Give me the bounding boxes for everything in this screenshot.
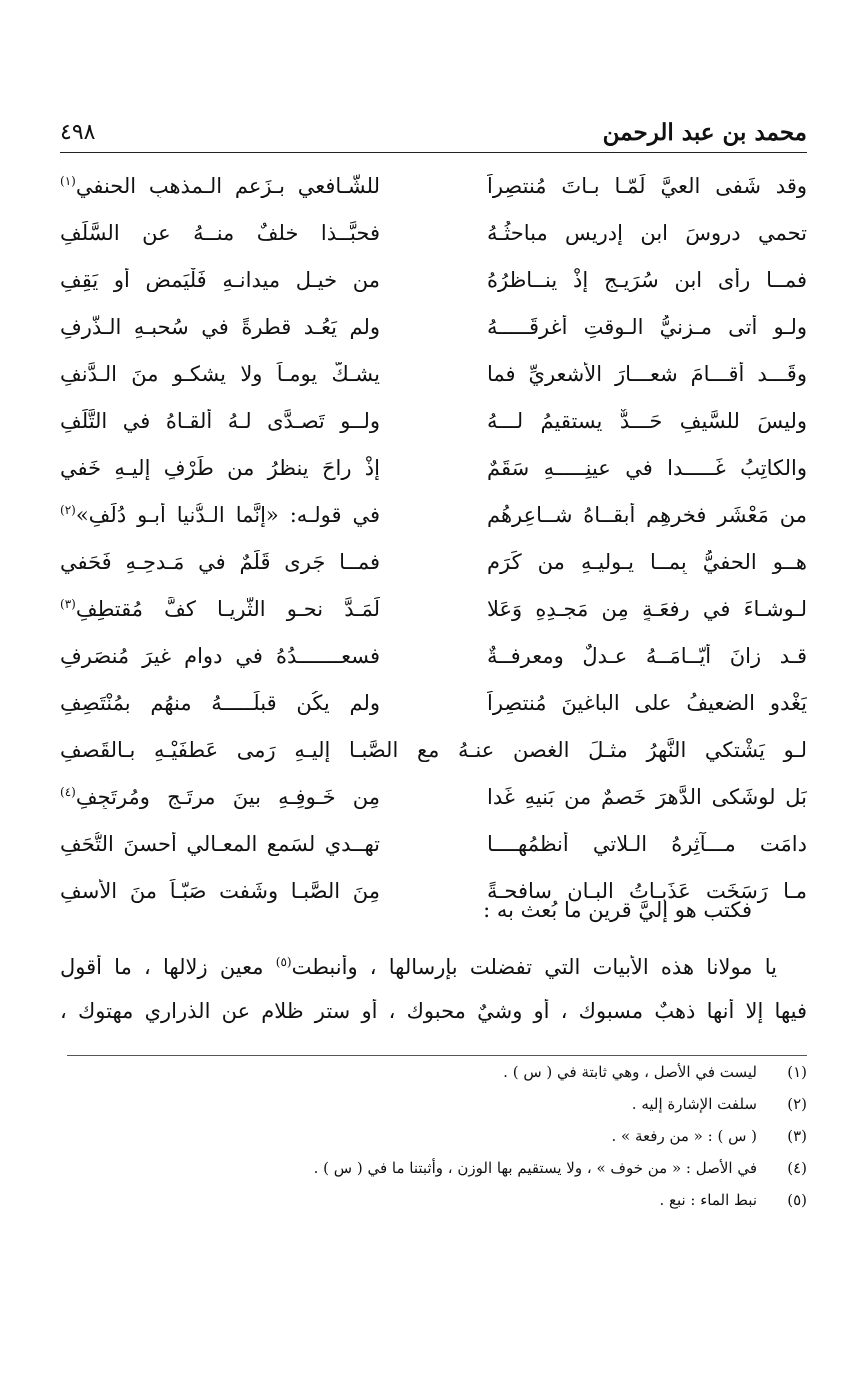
- second-hemistich: [60, 597, 380, 621]
- footnote: [67, 1152, 807, 1184]
- prose-text: يا مولانا هذه الأبيات التي تفضلت بإرسالها ، وأنبطت: [291, 955, 778, 979]
- verse-line: [60, 309, 807, 356]
- second-hemistich: ولم يَعُـد قطرةً في سُحبـهِ الـذُّرفِ: [60, 315, 380, 339]
- footnote: [67, 1056, 807, 1088]
- second-hemistich: من خيـلِ ميدانـهِ فَلْيَمضِ أو يَقِفِ: [60, 268, 380, 292]
- footnote-number: (١): [787, 1063, 807, 1081]
- second-hemistich: [60, 785, 380, 809]
- footnote-text: في الأصل : « من خوف » ، ولا يستقيم بها الوزن ، وأثبتنا ما في ( س ) .: [313, 1159, 757, 1177]
- second-hemistich: ولــو تَصـدَّى لـهُ ألقـاهُ في التَّلَفِ: [60, 409, 380, 433]
- verse-line: [60, 168, 807, 215]
- second-hemistich: فمــا جَرى قَلَمٌ في مَـدحِـهِ فَحَفي: [60, 550, 380, 574]
- first-hemistich: من مَعْشَرٍ فخرِهِم أبقــاهُ شــاعِرهُم: [487, 503, 807, 527]
- verse-line: [60, 262, 807, 309]
- prose-line: فيها إلا أنها ذهبٌ مسبوك ، أو وشيٌ محبوك ، أو ستر ظلام عن الذراري مهتوك ،: [60, 999, 807, 1023]
- verse-line: [60, 732, 807, 779]
- verse-line: [60, 403, 807, 450]
- prose-line: [60, 955, 807, 999]
- hemistich-text: مِن خَـوفِـهِ بينَ مرتَـجٍ ومُرتَجِفِ: [75, 785, 380, 809]
- footnote-marker: (٣): [60, 597, 76, 611]
- second-hemistich: [60, 503, 380, 527]
- first-hemistich: ولـو أتى مـزنيُّ الـوقتِ أغرقَـــــهُ: [487, 315, 807, 339]
- verse-line: [60, 826, 807, 873]
- intro-line: فكتب هو إليَّ قرين ما بُعث به :: [483, 898, 752, 922]
- hemistich-text: للشّـافعي بـزَعم الـمذهبِ الحنفي: [75, 174, 380, 198]
- first-hemistich: قـد زانَ أيّــامَــهُ عـدلٌ ومعرفــةٌ: [487, 644, 807, 668]
- footnote-number: (٢): [787, 1095, 807, 1113]
- verse-line: [60, 638, 807, 685]
- verse-line: [60, 544, 807, 591]
- second-hemistich: مِنَ الصَّبـا وشَفت صَبّـاً منَ الأسفِ: [60, 879, 380, 903]
- hemistich-text: لَمَـدَّ نحـو الثُّريـا كفَّ مُقتطِفِ: [75, 597, 380, 621]
- first-hemistich: فمــا رأى ابن سُرَيـجٍ إذْ ينــاظرُهُ: [487, 268, 807, 292]
- footnote-text: ( س ) : « من رفعة » .: [611, 1127, 757, 1145]
- footnote-number: (٥): [787, 1191, 807, 1209]
- running-title: محمد بن عبد الرحمن: [602, 118, 807, 146]
- verse-line: [60, 215, 807, 262]
- second-hemistich: ولم يكُن قبلَـــــهُ منهُم بمُنْتَصِفِ: [60, 691, 380, 715]
- footnote-text: نبط الماء : نبع .: [659, 1191, 757, 1209]
- footnote-text: ليست في الأصل ، وهي ثابتة في ( س ) .: [503, 1063, 757, 1081]
- page-number: ٤٩٨: [60, 119, 96, 145]
- footnote-marker: (٤): [60, 785, 76, 799]
- first-hemistich: هــو الحفيُّ بِمــا يـوليـهِ من كَرَمٍ: [487, 550, 807, 574]
- verse-line: [60, 591, 807, 638]
- footnotes: [67, 1055, 807, 1216]
- footnote-text: سلفت الإشارة إليه .: [631, 1095, 757, 1113]
- second-hemistich: فحبَّــذا خلفٌ منــهُ عن السَّلَفِ: [60, 221, 380, 245]
- second-hemistich: تهــدي لسَمعِ المعـالي أحسنَ التُّحَفِ: [60, 832, 380, 856]
- footnote: [67, 1088, 807, 1120]
- footnote: [67, 1184, 807, 1216]
- page-header: [60, 112, 807, 153]
- second-hemistich: [60, 174, 380, 198]
- first-hemistich: لـوشـاءَ في رفعَـةٍ مِن مَجـدِهِ وَعَلا: [487, 597, 807, 621]
- footnote-number: (٤): [787, 1159, 807, 1177]
- verse-line: [60, 356, 807, 403]
- second-hemistich: إذْ راحَ ينظرُ من طَرْفٍ إليـهِ خَفي: [60, 456, 380, 480]
- verse-line: [60, 685, 807, 732]
- first-hemistich: تحمي دروسَ ابن إدريس مباحثُـهُ: [487, 221, 807, 245]
- footnote-marker: (١): [60, 174, 76, 188]
- footnote: [67, 1120, 807, 1152]
- first-hemistich: وقد شَفى العيَّ لَمّـا بـاتَ مُنتصِراً: [487, 174, 807, 198]
- prose-text: معين زلالها ، ما أقول: [60, 955, 264, 979]
- verse-line: [60, 779, 807, 826]
- first-hemistich: دامَت مـــآثِرهُ الـلاتي أنظمُهــــا: [487, 832, 807, 856]
- second-hemistich: يشـكُّ يومـاً ولا يشكـو منَ الـدَّنفِ: [60, 362, 380, 386]
- first-hemistich: وقَـــد أقـــامَ شعـــارَ الأشعريِّ فما: [487, 362, 807, 386]
- poem: [60, 168, 807, 920]
- first-hemistich: وليسَ للسَّيفِ حَـــدٌّ يستقيمُ لـــهُ: [487, 409, 807, 433]
- footnote-marker: (٥): [275, 955, 292, 969]
- full-width-verse: لـو يَشْتكي النَّهرُ مثـلَ الغصنِ عنـهُ مع الصَّبـا إليـهِ رَمى عَطفَيْـهِ بـالقَصفِ: [60, 738, 807, 762]
- first-hemistich: بَل لوشَكى الدَّهرَ خَصمٌ من بَنيهِ غَدا: [487, 785, 807, 809]
- second-hemistich: فسعـــــــدُهُ في دوامٍ غيرَ مُنصَرِفِ: [60, 644, 380, 668]
- footnote-marker: (٢): [60, 503, 76, 517]
- prose-paragraph: [60, 955, 807, 1043]
- hemistich-text: في قولـه: «إنَّما الـدُّنيا أبـو دُلَفِ»: [75, 503, 380, 527]
- first-hemistich: والكاتِبُ غَـــــدا في عينِـــــهِ سَقَمٌ: [487, 456, 807, 480]
- first-hemistich: يَغْدو الضعيفُ على الباغينَ مُنتصِراً: [487, 691, 807, 715]
- verse-line: [60, 450, 807, 497]
- first-hemistich: مـا رَسَخَت عَذَبـاتُ البـانِ سافحـةً: [487, 879, 807, 903]
- footnote-number: (٣): [787, 1127, 807, 1145]
- verse-line: [60, 497, 807, 544]
